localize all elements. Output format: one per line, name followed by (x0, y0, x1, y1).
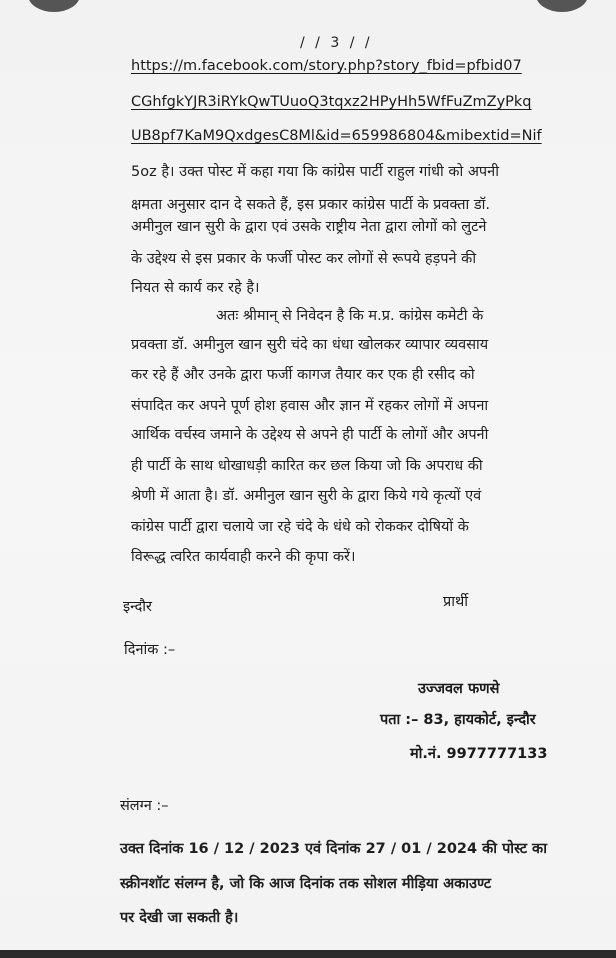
bottom-edge-bar (0, 950, 616, 958)
para2-line-5: आर्थिक वर्चस्व जमाने के उद्देश्य से अपने ही पार्टी के लोगों और अपनी (131, 427, 489, 443)
para1-line-5: नियत से कार्य कर रहे है। (131, 280, 260, 296)
para2-line-4: संपादित कर अपने पूर्ण होश हवास और ज्ञान में रहकर लोगों में अपना (131, 398, 489, 414)
signatory-address: पता :– 83, हायकोर्ट, इन्दौर (380, 712, 536, 728)
enclosure-label: संलग्न :– (120, 798, 169, 814)
para2-line-3: कर रहे हैं और उनके द्वारा फर्जी कागज तैयार कर एक ही रसीद को (131, 367, 475, 383)
url-line-1[interactable]: https://m.facebook.com/story.php?story_fbid=pfbid07 (131, 58, 522, 74)
para2-line-1: अतः श्रीमान् से निवेदन है कि म.प्र. कांग्रेस कमेटी के (216, 308, 484, 324)
scan-corner-shadow-right (536, 0, 588, 12)
para2-line-2: प्रवक्ता डॉ. अमीनुल खान सुरी चंदे का धंधा खोलकर व्यापार व्यवसाय (131, 337, 489, 353)
para1-line-1: 5oz है। उक्त पोस्ट में कहा गया कि कांग्रेस पार्टी राहुल गांधी को अपनी (131, 164, 499, 180)
enclosure-line-2: स्क्रीनशॉट संलग्न है, जो कि आज दिनांक तक सोशल मीड़िया अकाउण्ट (120, 876, 492, 892)
para2-line-8: कांग्रेस पार्टी द्वारा चलाये जा रहे चंदे के धंधे को रोककर दोषियों के (131, 519, 469, 535)
applicant-label: प्रार्थी (443, 594, 469, 610)
date-label: दिनांक :– (124, 642, 176, 658)
scan-corner-shadow-left (28, 0, 80, 12)
para1-line-4: के उद्देश्य से इस प्रकार के फर्जी पोस्ट कर लोगों से रूपये हड़पने की (131, 251, 477, 267)
enclosure-line-3: पर देखी जा सकती है। (120, 910, 239, 926)
page-number: / / 3 / / (300, 35, 373, 51)
para2-line-9: विरूद्ध त्वरित कार्यवाही करने की कृपा करें। (131, 549, 356, 565)
enclosure-line-1: उक्त दिनांक 16 / 12 / 2023 एवं दिनांक 27 / 01 / 2024 की पोस्ट का (120, 841, 547, 857)
place-label: इन्दौर (123, 599, 152, 615)
para2-line-6: ही पार्टी के साथ धोखाधड़ी कारित कर छल किया जो कि अपराध की (131, 458, 483, 474)
para1-line-2: क्षमता अनुसार दान दे सकते हैं, इस प्रकार कांग्रेस पार्टी के प्रवक्ता डॉ. (131, 197, 491, 213)
signatory-mobile: मो.नं. 9977777133 (410, 746, 548, 762)
signatory-name: उज्जवल फणसे (418, 681, 500, 697)
para1-line-3: अमीनुल खान सुरी के द्वारा एवं उसके राष्ट्रीय नेता द्वारा लोगों को लुटने (131, 219, 487, 235)
para2-line-7: श्रेणी में आता है। डॉ. अमीनुल खान सुरी के द्वारा किये गये कृत्यों एवं (131, 488, 482, 504)
url-line-2[interactable]: CGhfgkYJR3iRYkQwTUuoQ3tqxz2HPyHh5WfFuZmZyPkq (131, 94, 532, 110)
url-line-3[interactable]: UB8pf7KaM9QxdgesC8Ml&id=659986804&mibextid=Nif (131, 128, 542, 144)
